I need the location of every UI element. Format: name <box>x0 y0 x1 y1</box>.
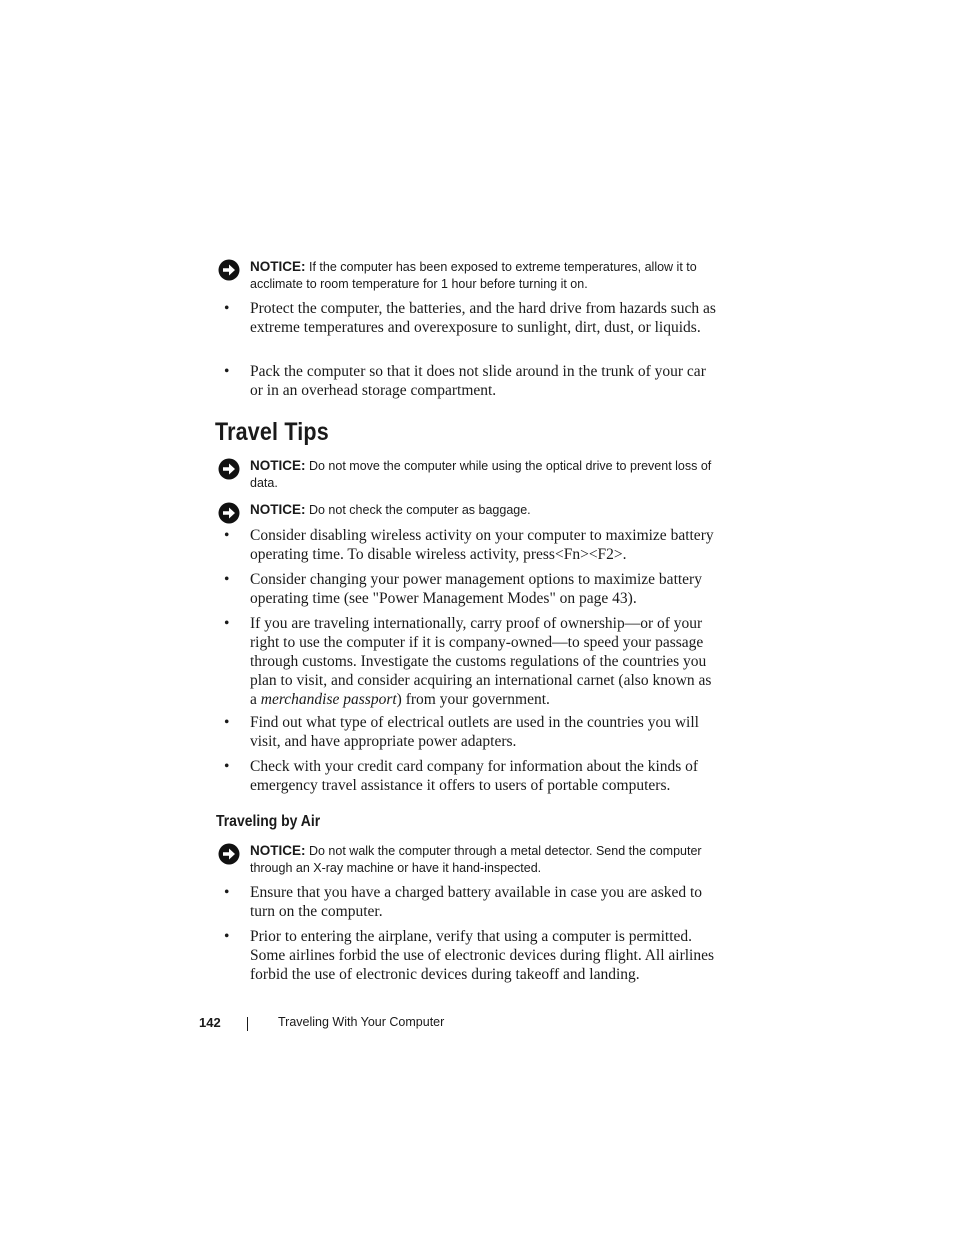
section-heading: Travel Tips <box>215 418 329 446</box>
list-item <box>224 927 720 984</box>
list-item-text: Find out what type of electrical outlets are used in the countries you will visit, and have appropriate power adapters. <box>250 714 699 750</box>
list-item-text: Prior to entering the airplane, verify that using a computer is permitted. Some airlines forbid the use of electronic devices during flight. All airlines forbid the use of electronic devices during takeoff and landing. <box>250 928 715 983</box>
list-item-text-part: If you are traveling internationally, carry proof of ownership—or of your right to use the computer if it is company-owned—to speed your passage through customs. Investigate the customs regulations of the countries you plan to visit, and consider acquiring an international carnet (also known as a <box>250 615 712 708</box>
notice-label: NOTICE: <box>250 843 306 858</box>
chapter-title: Traveling With Your Computer <box>278 1015 445 1029</box>
list-item <box>224 713 720 751</box>
bullet-dot: • <box>224 758 230 775</box>
bullet-dot: • <box>224 615 230 632</box>
notice-baggage <box>218 501 718 519</box>
subsection-heading: Traveling by Air <box>216 813 321 830</box>
bullet-dot: • <box>224 884 230 901</box>
notice-label: NOTICE: <box>250 502 306 517</box>
notice-body: Do not walk the computer through a metal detector. Send the computer through an X-ray machine or have it hand-inspected. <box>250 844 702 875</box>
list-item-italic-term: merchandise passport <box>260 691 397 708</box>
notice-temperature <box>218 258 718 293</box>
notice-arrow-icon <box>218 843 240 865</box>
bullet-dot: • <box>224 571 230 588</box>
bullet-dot: • <box>224 714 230 731</box>
list-item-text: Protect the computer, the batteries, and the hard drive from hazards such as extreme temperatures and overexposure to sunlight, dirt, dust, or liquids. <box>250 300 716 336</box>
list-item <box>224 526 720 564</box>
notice-body: Do not check the computer as baggage. <box>308 503 531 517</box>
list-item <box>224 883 720 921</box>
list-item-text: Consider changing your power management options to maximize battery operating time (see "Power Management Modes" on page 43). <box>250 571 702 607</box>
list-item-text <box>250 614 720 709</box>
notice-label: NOTICE: <box>250 259 306 274</box>
notice-arrow-icon <box>218 458 240 480</box>
list-item-text: Ensure that you have a charged battery available in case you are asked to turn on the computer. <box>250 884 703 920</box>
page-number: 142 <box>199 1015 221 1030</box>
notice-arrow-icon <box>218 259 240 281</box>
notice-optical-drive <box>218 457 718 492</box>
bullet-dot: • <box>224 527 230 544</box>
footer-divider <box>247 1017 248 1031</box>
bullet-dot: • <box>224 300 230 317</box>
notice-text <box>250 457 718 492</box>
notice-arrow-icon <box>218 502 240 524</box>
list-item <box>224 299 720 337</box>
notice-text <box>250 842 718 877</box>
notice-text <box>250 258 718 293</box>
notice-metal-detector <box>218 842 718 877</box>
list-item-text: Check with your credit card company for information about the kinds of emergency travel assistance it offers to users of portable computers. <box>250 758 699 794</box>
list-item <box>224 614 720 709</box>
notice-body: If the computer has been exposed to extreme temperatures, allow it to acclimate to room temperature for 1 hour before turning it on. <box>250 260 697 291</box>
bullet-dot: • <box>224 363 230 380</box>
list-item <box>224 757 720 795</box>
list-item <box>224 570 720 608</box>
bullet-dot: • <box>224 928 230 945</box>
list-item <box>224 362 720 400</box>
list-item-text: Consider disabling wireless activity on your computer to maximize battery operating time. To disable wireless activity, press<Fn><F2>. <box>250 527 714 563</box>
notice-text <box>250 501 718 519</box>
list-item-text: Pack the computer so that it does not slide around in the trunk of your car or in an overhead storage compartment. <box>250 363 706 399</box>
notice-body: Do not move the computer while using the optical drive to prevent loss of data. <box>250 459 712 490</box>
list-item-text-part: ) from your government. <box>396 691 550 708</box>
notice-label: NOTICE: <box>250 458 306 473</box>
